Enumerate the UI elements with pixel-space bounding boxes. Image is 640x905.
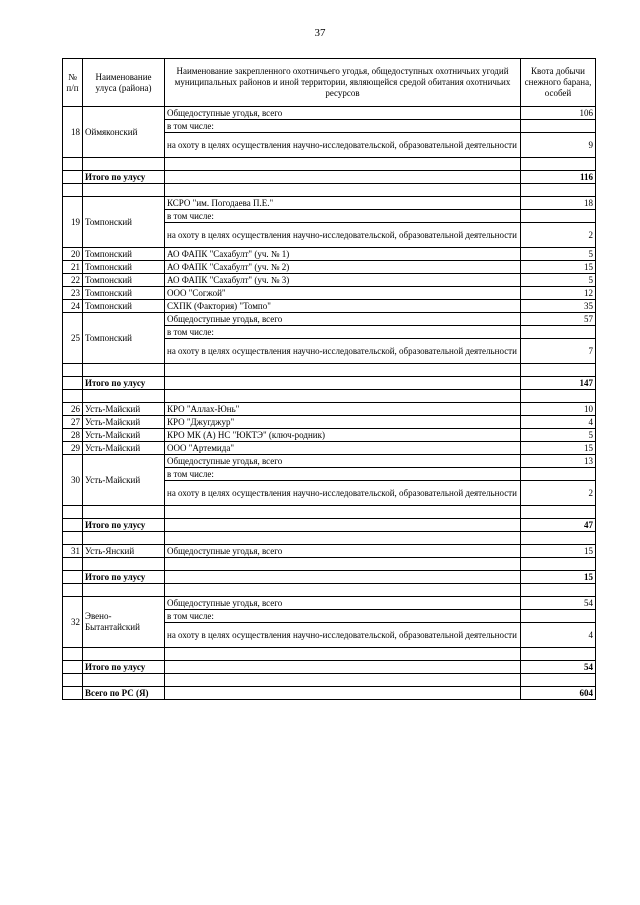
table-row xyxy=(63,416,596,429)
grand-total-value: 604 xyxy=(521,687,596,700)
ulus-total-row xyxy=(63,519,596,532)
quota-value: 13 xyxy=(521,455,596,468)
area-name: Общедоступные угодья, всего xyxy=(165,597,521,610)
ulus-name: Томпонский xyxy=(83,313,165,364)
ulus-name: Усть-Майский xyxy=(83,403,165,416)
total-label: Итого по улусу xyxy=(83,377,165,390)
quota-value xyxy=(521,120,596,133)
row-num: 23 xyxy=(63,287,83,300)
spacer-row xyxy=(63,648,596,661)
table-row xyxy=(63,261,596,274)
ulus-name: Томпонский xyxy=(83,261,165,274)
ulus-name: Томпонский xyxy=(83,248,165,261)
area-name: в том числе: xyxy=(165,326,521,339)
table-row xyxy=(63,545,596,558)
area-name: в том числе: xyxy=(165,468,521,481)
quota-value: 15 xyxy=(521,442,596,455)
table-row xyxy=(63,107,596,120)
row-num: 28 xyxy=(63,429,83,442)
spacer-row xyxy=(63,506,596,519)
table-row xyxy=(63,442,596,455)
quota-value: 54 xyxy=(521,597,596,610)
ulus-name: Усть-Майский xyxy=(83,416,165,429)
area-name: на охоту в целях осуществления научно-исследовательской, образовательной деятельности xyxy=(165,223,521,248)
area-name: на охоту в целях осуществления научно-исследовательской, образовательной деятельности xyxy=(165,133,521,158)
header-quota: Квота добычи снежного барана, особей xyxy=(521,59,596,107)
ulus-name: Томпонский xyxy=(83,274,165,287)
grand-total-row xyxy=(63,687,596,700)
quota-value: 18 xyxy=(521,197,596,210)
row-num: 26 xyxy=(63,403,83,416)
quota-value: 106 xyxy=(521,107,596,120)
quota-table xyxy=(62,58,596,700)
table-row xyxy=(63,287,596,300)
total-value: 54 xyxy=(521,661,596,674)
quota-value: 5 xyxy=(521,248,596,261)
table-row xyxy=(63,197,596,210)
quota-value: 10 xyxy=(521,403,596,416)
spacer-row xyxy=(63,364,596,377)
quota-value xyxy=(521,326,596,339)
quota-value: 4 xyxy=(521,623,596,648)
row-num: 25 xyxy=(63,313,83,364)
table-row xyxy=(63,313,596,326)
ulus-name: Усть-Майский xyxy=(83,429,165,442)
area-name: в том числе: xyxy=(165,210,521,223)
quota-value: 15 xyxy=(521,545,596,558)
table-row xyxy=(63,429,596,442)
ulus-name: Томпонский xyxy=(83,287,165,300)
header-num: № п/п xyxy=(63,59,83,107)
table-row xyxy=(63,248,596,261)
spacer-row xyxy=(63,184,596,197)
ulus-name: Усть-Янский xyxy=(83,545,165,558)
row-num: 31 xyxy=(63,545,83,558)
area-name: на охоту в целях осуществления научно-исследовательской, образовательной деятельности xyxy=(165,623,521,648)
area-name: Общедоступные угодья, всего xyxy=(165,107,521,120)
area-name: в том числе: xyxy=(165,120,521,133)
spacer-row xyxy=(63,158,596,171)
total-value: 147 xyxy=(521,377,596,390)
total-value: 47 xyxy=(521,519,596,532)
quota-value: 12 xyxy=(521,287,596,300)
quota-value xyxy=(521,610,596,623)
ulus-total-row xyxy=(63,571,596,584)
spacer-row xyxy=(63,674,596,687)
header-ulus: Наименование улуса (района) xyxy=(83,59,165,107)
row-num: 21 xyxy=(63,261,83,274)
area-name: Общедоступные угодья, всего xyxy=(165,313,521,326)
quota-value: 9 xyxy=(521,133,596,158)
ulus-name: Оймяконский xyxy=(83,107,165,158)
row-num: 29 xyxy=(63,442,83,455)
quota-value: 4 xyxy=(521,416,596,429)
quota-value: 2 xyxy=(521,481,596,506)
row-num: 19 xyxy=(63,197,83,248)
row-num: 30 xyxy=(63,455,83,506)
ulus-total-row xyxy=(63,171,596,184)
table-row xyxy=(63,274,596,287)
ulus-name: Томпонский xyxy=(83,197,165,248)
total-label: Итого по улусу xyxy=(83,519,165,532)
area-name: АО ФАПК "Сахабулт" (уч. № 2) xyxy=(165,261,521,274)
table-header-row xyxy=(63,59,596,107)
area-name: ООО "Артемида" xyxy=(165,442,521,455)
spacer-row xyxy=(63,584,596,597)
area-name: на охоту в целях осуществления научно-исследовательской, образовательной деятельности xyxy=(165,481,521,506)
quota-value: 57 xyxy=(521,313,596,326)
quota-value: 7 xyxy=(521,339,596,364)
row-num: 27 xyxy=(63,416,83,429)
ulus-total-row xyxy=(63,377,596,390)
total-value: 116 xyxy=(521,171,596,184)
quota-value: 5 xyxy=(521,429,596,442)
row-num: 18 xyxy=(63,107,83,158)
area-name: КСРО "им. Погодаева П.Е." xyxy=(165,197,521,210)
area-name: АО ФАПК "Сахабулт" (уч. № 3) xyxy=(165,274,521,287)
area-name: в том числе: xyxy=(165,610,521,623)
header-area: Наименование закрепленного охотничьего угодья, общедоступных охотничьих угодий муниципальных районов и иной территории, являющейся средой обитания охотничьих ресурсов xyxy=(165,59,521,107)
quota-value: 2 xyxy=(521,223,596,248)
quota-value xyxy=(521,468,596,481)
grand-total-label: Всего по РС (Я) xyxy=(83,687,165,700)
area-name: Общедоступные угодья, всего xyxy=(165,455,521,468)
spacer-row xyxy=(63,532,596,545)
table-row xyxy=(63,455,596,468)
quota-value xyxy=(521,210,596,223)
row-num: 24 xyxy=(63,300,83,313)
quota-value: 5 xyxy=(521,274,596,287)
ulus-total-row xyxy=(63,661,596,674)
row-num: 22 xyxy=(63,274,83,287)
total-label: Итого по улусу xyxy=(83,661,165,674)
area-name: на охоту в целях осуществления научно-исследовательской, образовательной деятельности xyxy=(165,339,521,364)
area-name: КРО МК (А) НС "ЮКТЭ" (ключ-родник) xyxy=(165,429,521,442)
ulus-name: Усть-Майский xyxy=(83,442,165,455)
ulus-name: Усть-Майский xyxy=(83,455,165,506)
page-number: 37 xyxy=(314,27,326,39)
row-num: 20 xyxy=(63,248,83,261)
row-num: 32 xyxy=(63,597,83,648)
area-name: ООО "Согжой" xyxy=(165,287,521,300)
spacer-row xyxy=(63,558,596,571)
area-name: КРО "Джугджур" xyxy=(165,416,521,429)
ulus-name: Томпонский xyxy=(83,300,165,313)
table-row xyxy=(63,403,596,416)
ulus-name: Эвено-Бытантайский xyxy=(83,597,165,648)
quota-value: 35 xyxy=(521,300,596,313)
table-row xyxy=(63,300,596,313)
area-name: СХПК (Фактория) "Томпо" xyxy=(165,300,521,313)
spacer-row xyxy=(63,390,596,403)
total-label: Итого по улусу xyxy=(83,571,165,584)
total-label: Итого по улусу xyxy=(83,171,165,184)
table-row xyxy=(63,597,596,610)
quota-value: 15 xyxy=(521,261,596,274)
area-name: КРО "Аллах-Юнь" xyxy=(165,403,521,416)
area-name: АО ФАПК "Сахабулт" (уч. № 1) xyxy=(165,248,521,261)
total-value: 15 xyxy=(521,571,596,584)
area-name: Общедоступные угодья, всего xyxy=(165,545,521,558)
